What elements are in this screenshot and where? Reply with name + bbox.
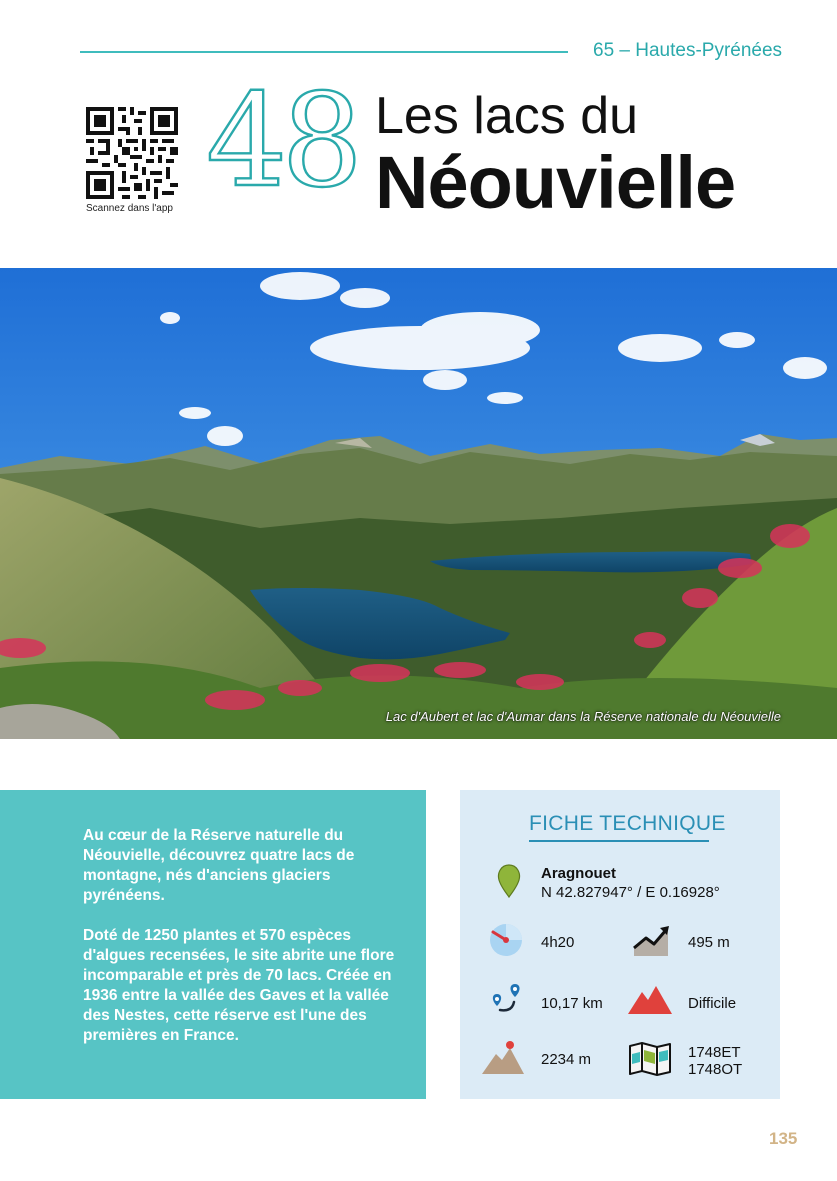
fiche-title: FICHE TECHNIQUE: [529, 812, 726, 835]
duration-value: 4h20: [541, 934, 575, 951]
route-icon: [488, 982, 524, 1018]
fiche-technique-panel: [460, 790, 780, 1099]
page-title-line2: Néouvielle: [375, 141, 736, 224]
route-number: 48: [206, 67, 357, 216]
map-icon: [628, 1042, 672, 1076]
difficulty-value: Difficile: [688, 995, 737, 1012]
page-number: 135: [769, 1129, 798, 1148]
landscape-photo: [0, 268, 837, 739]
mountain-difficulty-icon: [628, 984, 672, 1016]
header-rule: [80, 51, 568, 53]
map-references: [688, 1044, 742, 1078]
elevation-gain-icon: [632, 924, 670, 958]
distance-value: 10,17 km: [541, 995, 603, 1012]
page-title-line1: Les lacs du: [375, 87, 639, 145]
intro-paragraph-2: Doté de 1250 plantes et 570 espèces d'algues recensées, le site abrite une flore incomparable et près de 70 lacs. Créée en 1936 entre la vallée des Gaves et la vallée des Nestes, cette réserve est l'une des premières en France.: [83, 927, 395, 1044]
stopwatch-icon: [488, 922, 524, 958]
map-ref-2: 1748OT: [688, 1061, 743, 1078]
intro-paragraph-1: Au cœur de la Réserve naturelle du Néouvielle, découvrez quatre lacs de montagne, nés d'anciens glaciers pyrénéens.: [83, 827, 355, 904]
altitude-value: 2234 m: [541, 1051, 592, 1068]
qr-caption: Scannez dans l'app: [86, 203, 173, 214]
location-coords: N 42.827947° / E 0.16928°: [541, 884, 720, 901]
location-pin-icon: [496, 864, 522, 898]
photo-caption: Lac d'Aubert et lac d'Aumar dans la Réserve nationale du Néouvielle: [385, 709, 781, 724]
fiche-title-rule: [529, 840, 709, 842]
location-name: Aragnouet: [541, 865, 616, 882]
map-ref-1: 1748ET: [688, 1044, 741, 1061]
intro-text: [83, 826, 403, 1066]
qr-code-icon: [86, 107, 178, 199]
elevation-gain-value: 495 m: [688, 934, 730, 951]
summit-icon: [482, 1040, 524, 1076]
region-label: 65 – Hautes-Pyrénées: [593, 40, 783, 61]
